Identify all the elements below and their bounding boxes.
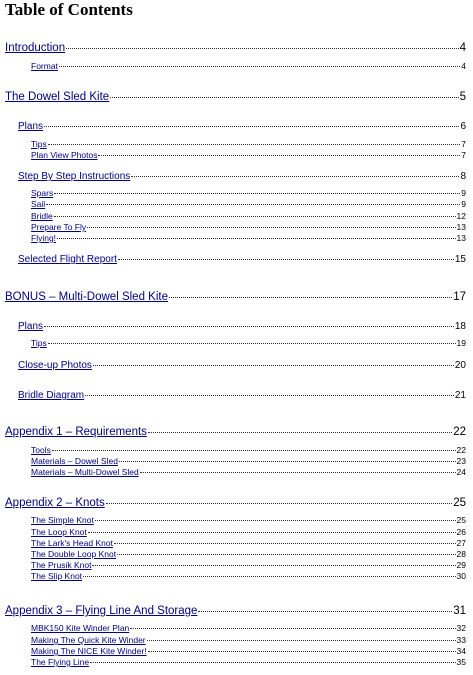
dot-leader <box>131 176 459 177</box>
dot-leader <box>57 238 455 239</box>
toc-page-number: 18 <box>454 321 466 332</box>
toc-page-number: 22 <box>456 445 466 455</box>
toc-entry[interactable] <box>31 549 466 559</box>
toc-entry[interactable] <box>31 456 466 466</box>
toc-page-number: 27 <box>456 538 466 548</box>
dot-leader <box>106 503 452 504</box>
toc-page-number: 24 <box>456 467 466 477</box>
dot-leader <box>92 565 455 566</box>
toc-entry-link[interactable]: Close-up Photos <box>18 360 92 371</box>
toc-entry[interactable] <box>31 150 466 160</box>
dot-leader <box>46 204 460 205</box>
toc-page-number: 5 <box>459 91 466 103</box>
toc-entry-link[interactable]: Tips <box>31 139 47 149</box>
toc-entry-link[interactable]: Making The NICE Kite Winder! <box>31 646 147 656</box>
toc-entry-link[interactable]: The Slip Knot <box>31 571 83 581</box>
toc-page-number: 20 <box>454 360 466 371</box>
dot-leader <box>52 450 456 451</box>
toc-entry[interactable] <box>31 515 466 525</box>
toc-entry[interactable] <box>5 291 466 303</box>
toc-entry[interactable] <box>31 233 466 243</box>
toc-entry-link[interactable]: Appendix 2 – Knots <box>5 497 105 509</box>
toc-page-number: 7 <box>461 150 466 160</box>
toc-entry[interactable] <box>31 338 466 348</box>
toc-entry-link[interactable]: BONUS – Multi-Dowel Sled Kite <box>5 291 168 303</box>
dot-leader <box>169 297 452 298</box>
toc-entry[interactable] <box>18 390 466 401</box>
toc-entry-link[interactable]: Prepare To Fly <box>31 222 87 232</box>
toc-entry-link[interactable]: Materials – Dowel Sled <box>31 456 118 466</box>
toc-entry[interactable] <box>31 467 466 477</box>
dot-leader <box>83 576 456 577</box>
toc-page-number: 22 <box>453 426 466 438</box>
dot-leader <box>148 651 456 652</box>
toc-page-number: 34 <box>456 646 466 656</box>
toc-entry[interactable] <box>18 121 466 132</box>
toc-page-number: 8 <box>460 171 466 182</box>
toc-entry-link[interactable]: Making The Quick Kite Winder <box>31 635 146 645</box>
dot-leader <box>87 227 455 228</box>
dot-leader <box>114 543 456 544</box>
toc-entry[interactable] <box>31 139 466 149</box>
toc-entry-link[interactable]: Plan View Photos <box>31 150 98 160</box>
dot-leader <box>85 395 454 396</box>
toc-entry-link[interactable]: Step By Step Instructions <box>18 171 131 182</box>
toc-page-number: 28 <box>456 549 466 559</box>
toc-entry[interactable] <box>18 360 466 371</box>
toc-page-number: 25 <box>453 497 466 509</box>
toc-entry[interactable] <box>5 91 466 103</box>
toc-page-number: 21 <box>454 390 466 401</box>
dot-leader <box>117 554 455 555</box>
toc-entry[interactable] <box>18 321 466 332</box>
toc-entry-link[interactable]: The Loop Knot <box>31 527 87 537</box>
toc-entry-link[interactable]: Bridle <box>31 211 53 221</box>
toc-page-number: 35 <box>456 657 466 667</box>
toc-entry[interactable] <box>31 646 466 656</box>
dot-leader <box>44 326 454 327</box>
toc-page-number: 23 <box>456 456 466 466</box>
toc-page-number: 13 <box>456 222 466 232</box>
toc-entry-link[interactable]: Spars <box>31 188 54 198</box>
toc-entry[interactable] <box>31 560 466 570</box>
toc-entry-link[interactable]: Appendix 3 – Flying Line And Storage <box>5 605 198 617</box>
toc-entry[interactable] <box>31 445 466 455</box>
dot-leader <box>93 365 454 366</box>
toc-page-number: 31 <box>453 605 466 617</box>
dot-leader <box>54 216 456 217</box>
toc-entry[interactable] <box>31 199 466 209</box>
toc-entry[interactable] <box>31 61 466 71</box>
toc-page-number: 9 <box>461 188 466 198</box>
toc-page-number: 30 <box>456 571 466 581</box>
toc-entry-link[interactable]: The Dowel Sled Kite <box>5 91 110 103</box>
toc-page-number: 13 <box>456 233 466 243</box>
toc-entry-link[interactable]: Appendix 1 – Requirements <box>5 426 147 438</box>
toc-entry-link[interactable]: Plans <box>18 121 44 132</box>
dot-leader <box>148 432 452 433</box>
toc-entry[interactable] <box>5 42 466 54</box>
dot-leader <box>48 343 456 344</box>
toc-entry[interactable] <box>31 222 466 232</box>
dot-leader <box>140 472 456 473</box>
toc-page-number: 9 <box>461 199 466 209</box>
toc-entry-link[interactable]: Plans <box>18 321 44 332</box>
toc-entry[interactable] <box>31 527 466 537</box>
toc-page-number: 33 <box>456 635 466 645</box>
toc-entry[interactable] <box>31 538 466 548</box>
toc-entry-link[interactable]: The Double Loop Knot <box>31 549 117 559</box>
toc-entry[interactable] <box>5 497 466 509</box>
toc-page-number: 25 <box>456 515 466 525</box>
dot-leader <box>66 48 458 49</box>
toc-entry[interactable] <box>31 211 466 221</box>
toc-entry[interactable] <box>18 254 466 265</box>
toc-entry-link[interactable]: Tools <box>31 445 51 455</box>
toc-entry-link[interactable]: Format <box>31 61 58 71</box>
toc-entry-link[interactable]: Selected Flight Report <box>18 254 117 265</box>
toc-entry[interactable] <box>18 171 466 182</box>
dot-leader <box>88 532 456 533</box>
toc-entry[interactable] <box>31 635 466 645</box>
toc-entry-link[interactable]: Tips <box>31 338 47 348</box>
toc-entry-link[interactable]: Materials – Multi-Dowel Sled <box>31 467 139 477</box>
dot-leader <box>59 66 460 67</box>
toc-entry[interactable] <box>31 623 466 633</box>
dot-leader <box>110 97 458 98</box>
toc-entry-link[interactable]: Sail <box>31 199 46 209</box>
toc-page-number: 4 <box>459 42 466 54</box>
page-title: Table of Contents <box>5 0 133 19</box>
toc-page-number: 15 <box>454 254 466 265</box>
toc-page-number: 19 <box>456 338 466 348</box>
toc-entry-link[interactable]: Introduction <box>5 42 66 54</box>
dot-leader <box>147 640 456 641</box>
toc-entry[interactable] <box>31 571 466 581</box>
toc-entry[interactable] <box>5 605 466 617</box>
dot-leader <box>130 628 455 629</box>
dot-leader <box>95 520 456 521</box>
toc-entry-link[interactable]: Flying! <box>31 233 57 243</box>
dot-leader <box>44 126 459 127</box>
dot-leader <box>48 144 461 145</box>
toc-entry-link[interactable]: The Lark's Head Knot <box>31 538 113 548</box>
toc-page-number: 6 <box>460 121 466 132</box>
dot-leader <box>198 611 452 612</box>
toc-page-number: 26 <box>456 527 466 537</box>
toc-page-number: 7 <box>461 139 466 149</box>
toc-entry-link[interactable]: The Simple Knot <box>31 515 94 525</box>
dot-leader <box>119 461 456 462</box>
toc-page-number: 32 <box>456 623 466 633</box>
toc-entry[interactable] <box>31 188 466 198</box>
dot-leader <box>54 193 460 194</box>
toc-entry-link[interactable]: MBK150 Kite Winder Plan <box>31 623 130 633</box>
toc-entry-link[interactable]: The Prusik Knot <box>31 560 92 570</box>
dot-leader <box>90 662 455 663</box>
toc-entry[interactable] <box>5 426 466 438</box>
toc-entry-link[interactable]: The Flying Line <box>31 657 90 667</box>
dot-leader <box>118 259 454 260</box>
dot-leader <box>98 155 460 156</box>
toc-page-number: 29 <box>456 560 466 570</box>
toc-page-number: 17 <box>453 291 466 303</box>
toc-page-number: 4 <box>461 61 466 71</box>
toc-entry[interactable] <box>31 657 466 667</box>
toc-page-number: 12 <box>456 211 466 221</box>
toc-entry-link[interactable]: Bridle Diagram <box>18 390 85 401</box>
